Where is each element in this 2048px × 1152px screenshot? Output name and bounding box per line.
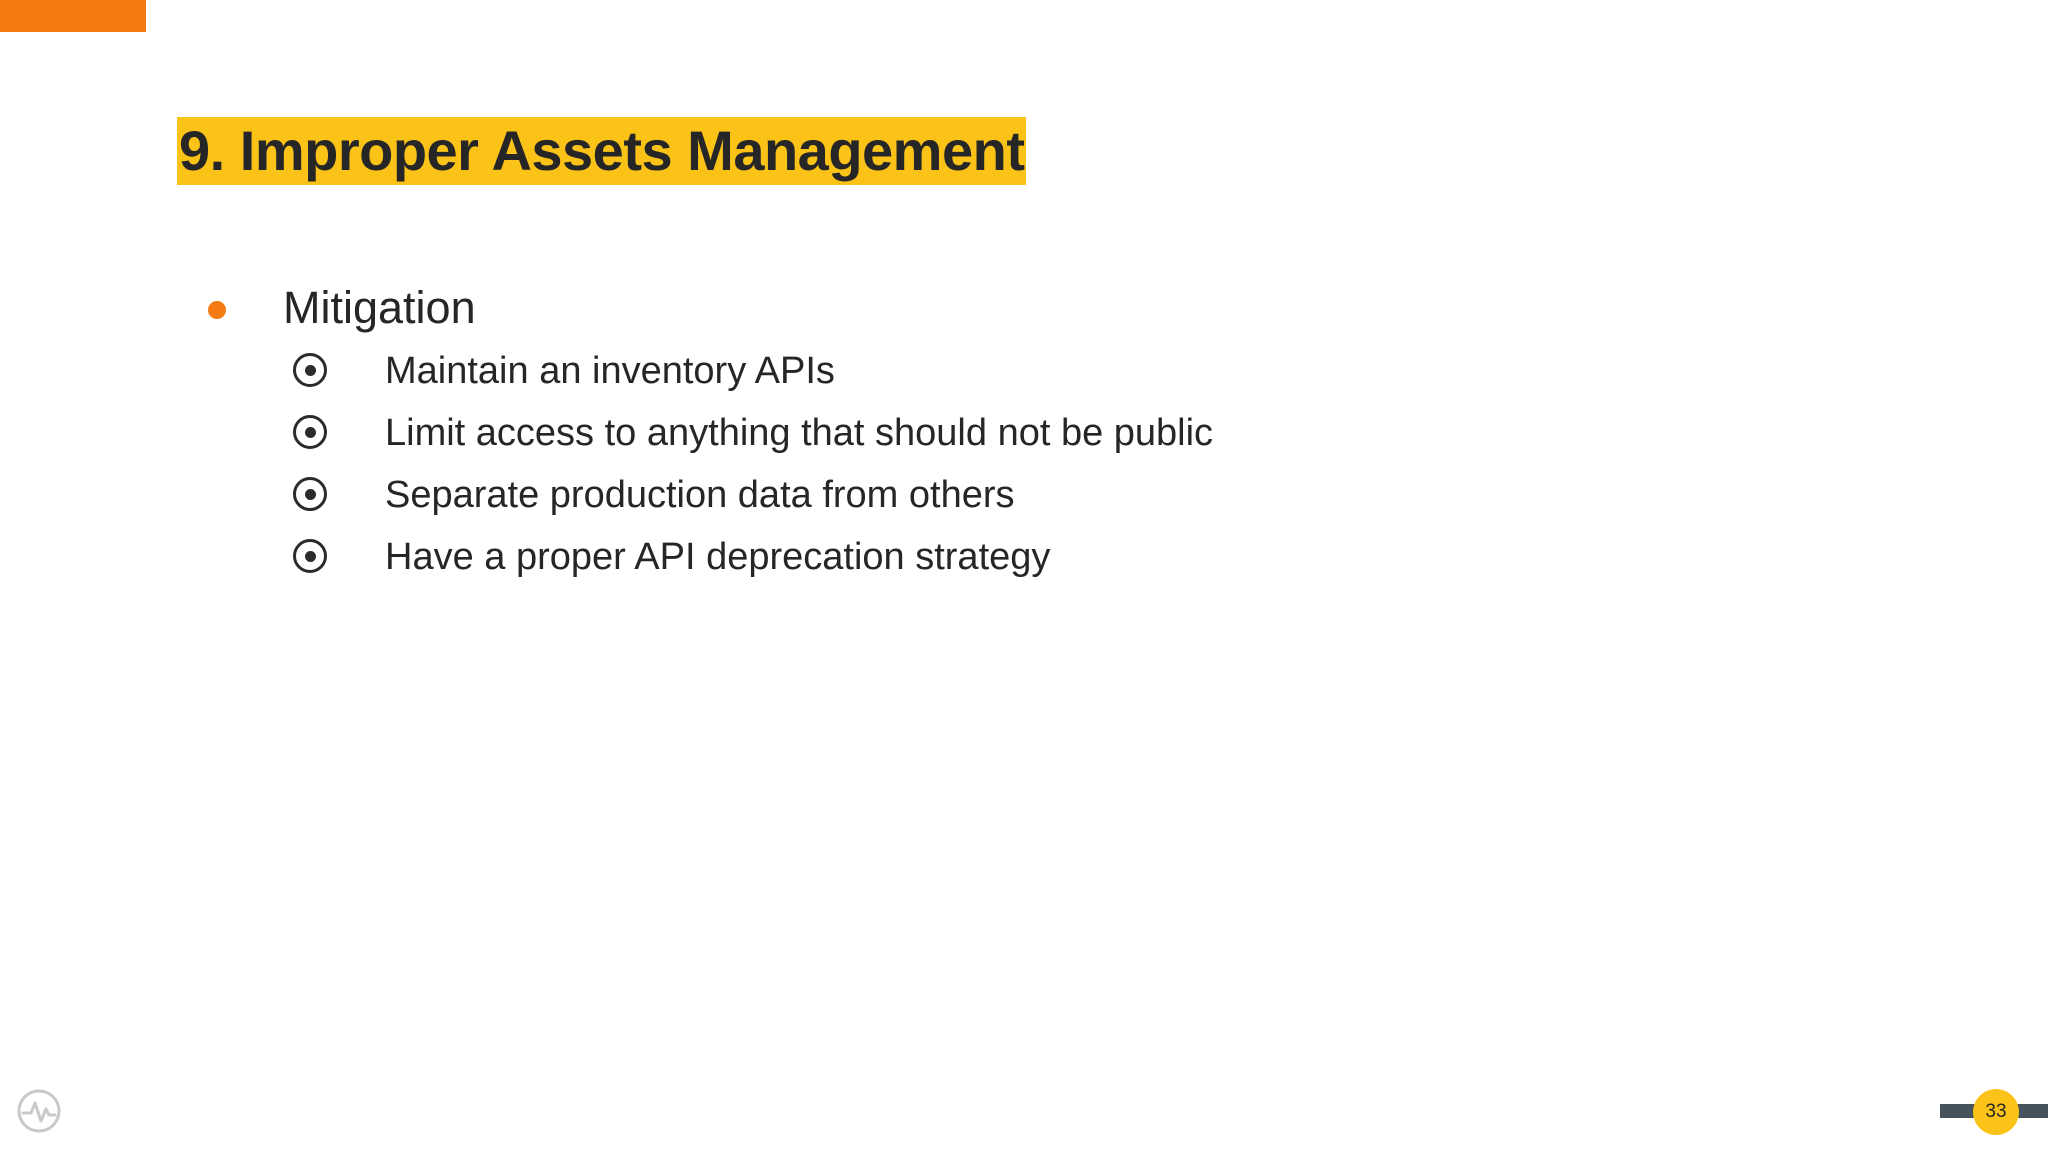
title-highlight [177,117,1026,185]
radio-bullet-icon [293,477,327,511]
sub-bullet-label: Separate production data from others [385,474,1015,516]
radio-bullet-icon [293,415,327,449]
slide-title: 9. Improper Assets Management [179,119,1025,182]
corner-accent-bar [0,0,146,32]
radio-bullet-icon [293,353,327,387]
sub-bullet-item [0,410,1400,462]
activity-logo-icon [16,1088,62,1134]
page-indicator-bar-left [1940,1104,1976,1118]
radio-bullet-icon [293,539,327,573]
sub-bullet-item [0,472,1400,524]
sub-bullet-label: Have a proper API deprecation strategy [385,536,1051,578]
page-number: 33 [1985,1101,2007,1122]
sub-bullet-label: Maintain an inventory APIs [385,350,835,392]
sub-bullet-item [0,534,1400,586]
bullet-label: Mitigation [283,282,476,333]
page-indicator-bar-right [2016,1104,2048,1118]
sub-bullet-label: Limit access to anything that should not be public [385,412,1214,454]
sub-bullet-item [0,348,1400,400]
page-number-badge [1973,1089,2019,1135]
filled-circle-bullet-icon [208,301,226,319]
bullet-item-mitigation [0,278,1400,338]
